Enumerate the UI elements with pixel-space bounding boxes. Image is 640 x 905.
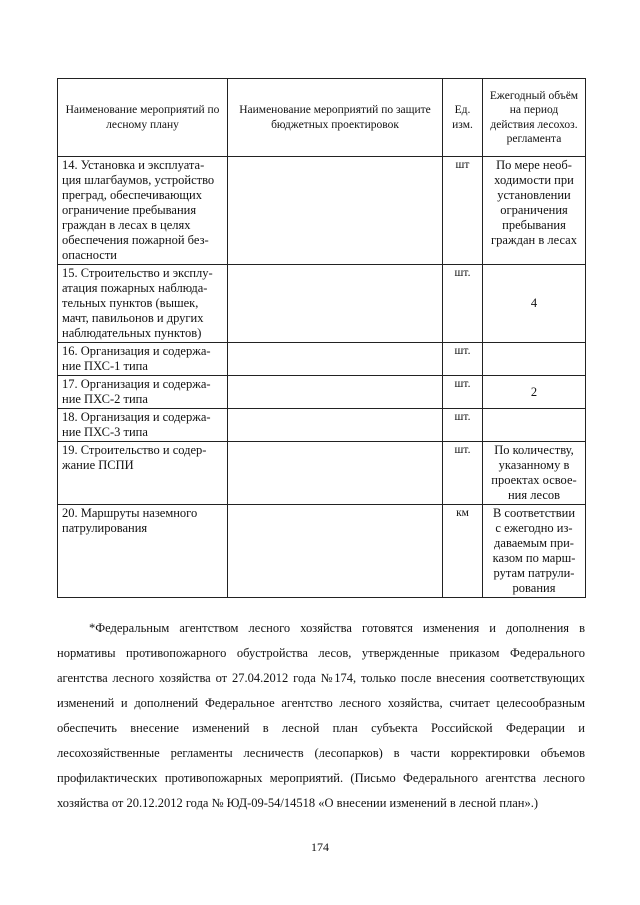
annual-volume-cell: По мере необ- ходимости при установлении ограничения пребывания граждан в лесах	[483, 157, 586, 265]
header-annual-volume: Ежегодный объём на период действия лесохоз. регламента	[483, 79, 586, 157]
annual-volume-cell: В соответствии с ежегодно из- даваемым при- казом по марш- рутам патрули- рования	[483, 505, 586, 598]
unit-cell: км	[443, 505, 483, 598]
measure-name-cell: 19. Строительство и содер- жание ПСПИ	[58, 442, 228, 505]
page-number: 174	[311, 840, 329, 854]
measures-table	[57, 78, 586, 598]
unit-cell: шт.	[443, 343, 483, 376]
unit-cell: шт	[443, 157, 483, 265]
table-row	[58, 343, 586, 376]
budget-measure-cell	[228, 376, 443, 409]
measure-name-cell: 15. Строительство и эксплу- атация пожарных наблюда- тельных пунктов (вышек, мачт, павильонов и других наблюдательных пунктов)	[58, 265, 228, 343]
header-budget-measures: Наименование мероприятий по защите бюджетных проектировок	[228, 79, 443, 157]
annual-volume-cell	[483, 343, 586, 376]
budget-measure-cell	[228, 265, 443, 343]
measure-name-cell: 17. Организация и содержа- ние ПХС-2 типа	[58, 376, 228, 409]
unit-cell: шт.	[443, 409, 483, 442]
table-row	[58, 442, 586, 505]
budget-measure-cell	[228, 157, 443, 265]
measure-name-cell: 20. Маршруты наземного патрулирования	[58, 505, 228, 598]
measure-name-cell: 14. Установка и эксплуата- ция шлагбаумов, устройство преград, обеспечивающих ограничение пребывания граждан в лесах в целях обеспечения пожарной без- опасности	[58, 157, 228, 265]
measure-name-cell: 18. Организация и содержа- ние ПХС-3 типа	[58, 409, 228, 442]
table-row	[58, 265, 586, 343]
unit-cell: шт.	[443, 442, 483, 505]
table-row	[58, 409, 586, 442]
header-unit: Ед. изм.	[443, 79, 483, 157]
budget-measure-cell	[228, 409, 443, 442]
annual-volume-cell: По количеству, указанному в проектах освое- ния лесов	[483, 442, 586, 505]
budget-measure-cell	[228, 505, 443, 598]
table-header-row	[58, 79, 586, 157]
table-row	[58, 157, 586, 265]
annual-volume-cell	[483, 409, 586, 442]
header-forest-plan-measures: Наименование мероприятий по лесному плану	[58, 79, 228, 157]
budget-measure-cell	[228, 442, 443, 505]
unit-cell: шт.	[443, 265, 483, 343]
footnote-text: *Федеральным агентством лесного хозяйства готовятся изменения и дополнения в нормативы противопожарного обустройства лесов, утвержденные приказом Федерального агентства лесного хозяйства от 27.04.2012 года №174, только после внесения соответствующих изменений и дополнений Федеральное агентство лесного хозяйства, считает целесообразным обеспечить внесение изменений в лесной план субъекта Российской Федерации и лесохозяйственные регламенты лесничеств (лесопарков) в части корректировки объемов профилактических противопожарных мероприятий. (Письмо Федерального агентства лесного хозяйства от 20.12.2012 года № ЮД-09-54/14518 «О внесении изменений в лесной план».)	[57, 620, 585, 810]
measure-name-cell: 16. Организация и содержа- ние ПХС-1 типа	[58, 343, 228, 376]
budget-measure-cell	[228, 343, 443, 376]
table-row	[58, 505, 586, 598]
table-row	[58, 376, 586, 409]
annual-volume-cell: 2	[483, 376, 586, 409]
unit-cell: шт.	[443, 376, 483, 409]
annual-volume-cell: 4	[483, 265, 586, 343]
